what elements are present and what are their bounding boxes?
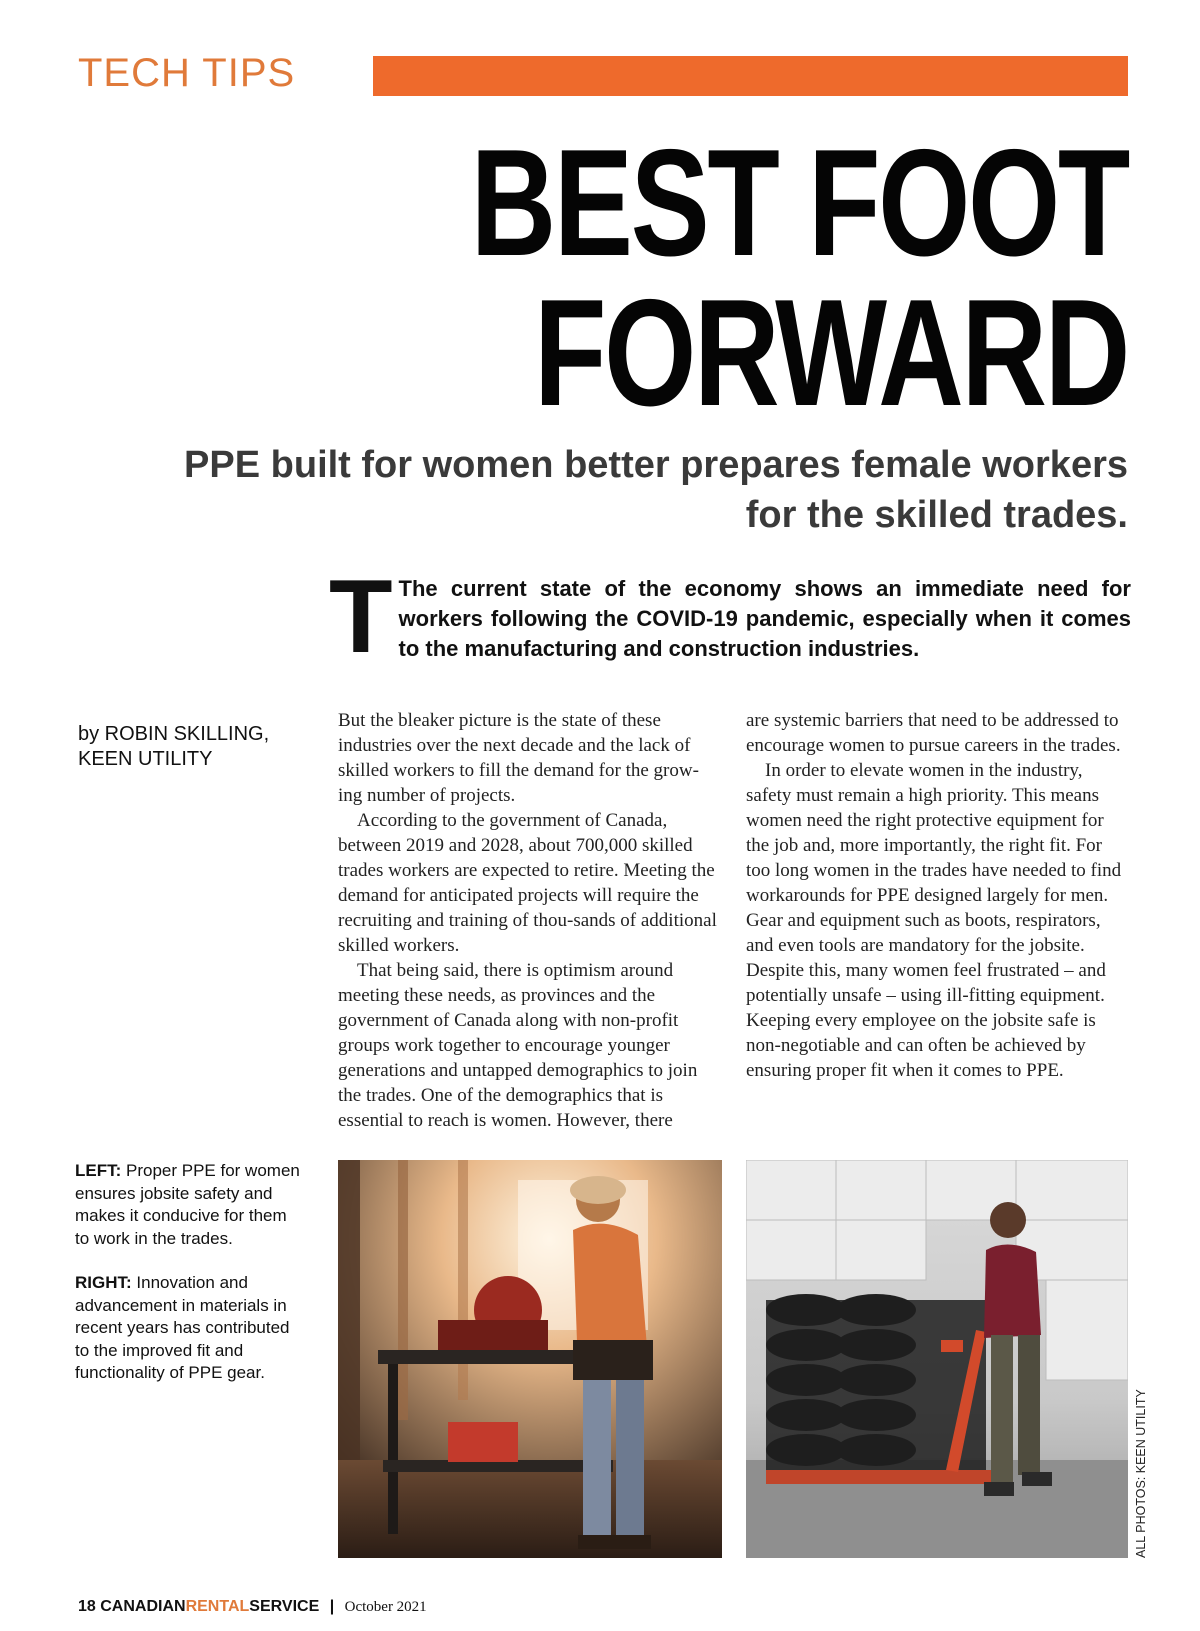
body-paragraph: In order to elevate women in the industry, safety must remain a high priority. This means women need the right protective equipment for the job and, more importantly, the right fit. For too long women in the trades have needed to find workarounds for PPE designed largely for men. Gear and equipment such as boots, respirators, and even tools are mandatory for the jobsite. Despite this, many women feel frustrated – and potentially unsafe – using ill-fitting equipment. Keeping every employee on the jobsite safe is non-negotiable and can often be achieved by ensuring proper fit when it comes to PPE. [746,760,1122,1081]
body-paragraph: According to the government of Canada, between 2019 and 2028, about 700,000 skilled trades workers are expected to retire. Meeting the demand for anticipated projects will require the recruiting and training of thou-sands of additional skilled workers. [338,810,717,956]
section-accent-bar [373,56,1128,96]
publication-name-part-2: RENTAL [185,1598,250,1615]
publication-name-part-3: SERVICE [249,1598,320,1615]
headline-line-2: FORWARD [534,268,1128,438]
caption-right [75,1272,300,1385]
byline [78,722,308,772]
publication-name-part-1: CANADIAN [100,1598,186,1615]
deck-line-1: PPE built for women better prepares female workers [184,444,1128,486]
deck-subtitle [128,440,1128,540]
body-column-2 [746,708,1131,1083]
photo-worker-pallet-jack [746,1160,1128,1558]
drop-cap: T [329,559,393,675]
caption-left-label: LEFT: [75,1161,122,1180]
footer-separator: | [329,1598,335,1615]
body-paragraph: are systemic barriers that need to be addressed to encourage women to pursue careers in the trades. [746,710,1121,756]
headline-line-1: BEST FOOT [470,118,1128,288]
caption-left-text: Proper PPE for women ensures jobsite safety and makes it conducive for them to work in the trades. [75,1161,300,1248]
photo-credit: ALL PHOTOS: KEEN UTILITY [1134,1389,1148,1558]
section-label: TECH TIPS [78,51,296,95]
caption-left [75,1160,300,1250]
page-footer [78,1596,427,1618]
caption-right-text: Innovation and advancement in materials in recent years has contributed to the improved fit and functionality of PPE gear. [75,1273,290,1382]
headline [426,118,1128,438]
issue-date: October 2021 [344,1599,427,1615]
lede-paragraph [329,559,1131,675]
body-paragraph: That being said, there is optimism around meeting these needs, as provinces and the government of Canada along with non-profit groups work together to encourage younger generations and untapped demographics to join the trades. One of the demographics that is essential to reach is women. However, there [338,960,698,1131]
page-number: 18 [78,1598,96,1615]
body-column-1 [338,708,723,1133]
byline-affiliation: KEEN UTILITY [78,748,213,770]
photo-worker-saw [338,1160,722,1558]
photo-captions [75,1160,300,1407]
body-paragraph: But the bleaker picture is the state of these industries over the next decade and the lack of skilled workers to fill the demand for the grow-ing number of projects. [338,710,699,806]
byline-author: by ROBIN SKILLING, [78,723,270,745]
caption-right-label: RIGHT: [75,1273,132,1292]
deck-line-2: for the skilled trades. [745,494,1128,536]
lede-text: The current state of the economy shows an immediate need for workers following the COVID-19 pandemic, especially when it comes to the manufacturing and construction industries. [398,576,1131,661]
